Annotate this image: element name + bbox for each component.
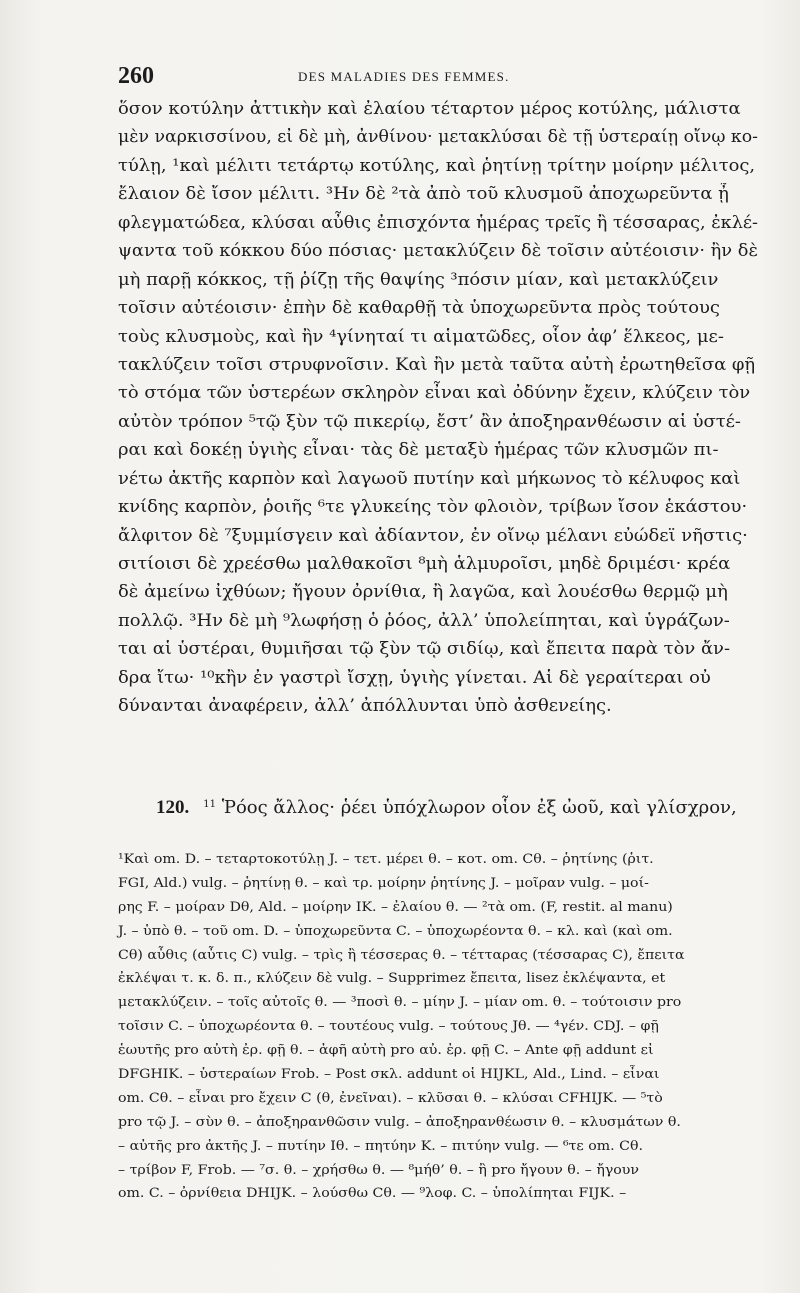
page-header [118, 63, 758, 89]
footnote-line: – τρίβον F, Frob. — ⁷σ. θ. – χρήσθω θ. — ⁸μήθ’ θ. – ἢ pro ἤγουν θ. – ἤγουν [118, 1162, 639, 1178]
footnote-line: ρης F. – μοίραν Dθ, Ald. – μοίρην IK. – ἐλαίου θ. — ²τὰ om. (F, restit. al manu) [118, 899, 673, 915]
text-line: ται αἱ ὑστέραι, θυμιῆσαι τῷ ξὺν τῷ σιδίῳ, καὶ ἔπειτα παρὰ τὸν ἄν- [118, 639, 731, 659]
section-120-heading [118, 789, 758, 821]
text-line: τὸ στόμα τῶν ὑστερέων σκληρὸν εἶναι καὶ ὀδύνην ἔχειν, κλύζειν τὸν [118, 383, 751, 403]
text-line: πολλῷ. ³Ην δὲ μὴ ⁹λωφήσῃ ὁ ῥόος, ἀλλ’ ὑπολείπηται, καὶ ὑγράζων- [118, 610, 730, 630]
footnote-line: τοῖσιν C. – ὑποχωρέοντα θ. – τουτέους vulg. – τούτους Jθ. — ⁴γέν. CDJ. – φῇ [118, 1019, 659, 1035]
footnote-line: ἑωυτῆς pro αὐτὴ ἐρ. φῇ θ. – ἀφῆ αὐτὴ pro αὐ. ἐρ. φῇ C. – Ante φῇ addunt εἰ [118, 1043, 654, 1059]
text-line: μὴ παρῇ κόκκος, τῇ ῥίζῃ τῆς θαψίης ³πόσιν μίαν, καὶ μετακλύζειν [118, 269, 719, 289]
text-line: τύλῃ, ¹καὶ μέλιτι τετάρτῳ κοτύλης, καὶ ῥητίνῃ τρίτην μοίρην μέλιτος, [118, 155, 756, 175]
text-line: φλεγματώδεα, κλύσαι αὖθις ἐπισχόντα ἡμέρας τρεῖς ἢ τέσσαρας, ἐκλέ- [118, 212, 758, 232]
text-line: νέτω ἀκτῆς καρπὸν καὶ λαγωοῦ πυτίην καὶ μήκωνος τὸ κέλυφος καὶ [118, 468, 741, 488]
footnotes [118, 848, 758, 1206]
footnote-line: FGI, Ald.) vulg. – ῥητίνῃ θ. – καὶ τρ. μοίρην ῥητίνης J. – μοῖραν vulg. – μοί- [118, 875, 649, 891]
text-line: ὅσον κοτύλην ἀττικὴν καὶ ἐλαίου τέταρτον μέρος κοτύλης, μάλιστα [118, 99, 741, 118]
footnote-line: om. Cθ. – εἶναι pro ἔχειν C (θ, ἐνεῖναι). – κλῦσαι θ. – κλύσαι CFHIJK. — ⁵τὸ [118, 1090, 663, 1106]
footnote-line: Cθ) αὖθις (αὖτις C) vulg. – τρὶς ἢ τέσσερας θ. – τέτταρας (τέσσαρας C), ἔπειτα [118, 947, 685, 963]
running-head: DES MALADIES DES FEMMES. [298, 69, 510, 84]
text-line: δύνανται ἀναφέρειν, ἀλλ’ ἀπόλλυνται ὑπὸ ἀσθενείης. [118, 696, 612, 716]
text-line: δὲ ἀμείνω ἰχθύων; ἤγουν ὀρνίθια, ἢ λαγῶα, καὶ λουέσθω θερμῷ μὴ [118, 582, 728, 602]
text-line: μὲν ναρκισσίνου, εἰ δὲ μὴ, ἀνθίνου· μετακλύσαι δὲ τῇ ὑστεραίῃ οἴνῳ κο- [118, 127, 758, 147]
text-line: τοῖσιν αὐτέοισιν· ἐπὴν δὲ καθαρθῇ τὰ ὑποχωρεῦντα πρὸς τούτους [118, 298, 720, 318]
text-line: ἔλαιον δὲ ἴσον μέλιτι. ³Ην δὲ ²τὰ ἀπὸ τοῦ κλυσμοῦ ἀποχωρεῦντα ᾖ [118, 184, 729, 204]
text-line: ψαντα τοῦ κόκκου δύο πόσιας· μετακλύζειν δὲ τοῖσιν αὐτέοισιν· ἢν δὲ [118, 241, 758, 261]
text-line: δρα ἴτω· ¹⁰κἢν ἐν γαστρὶ ἴσχῃ, ὑγιὴς γίνεται. Αἱ δὲ γεραίτεραι οὐ [118, 667, 711, 687]
footnote-line: – αὐτῆς pro ἀκτῆς J. – πυτίην Iθ. – πητύην K. – πιτύην vulg. — ⁶τε om. Cθ. [118, 1138, 643, 1154]
text-line: σιτίοισι δὲ χρεέσθω μαλθακοῖσι ⁸μὴ ἁλμυροῖσι, μηδὲ δριμέσι· κρέα [118, 554, 731, 573]
footnote-line: ¹Καὶ om. D. – τεταρτοκοτύλῃ J. – τετ. μέρει θ. – κοτ. om. Cθ. – ῥητίνης (ῥιτ. [118, 852, 654, 867]
main-text [118, 95, 758, 721]
text-line: ραι καὶ δοκέῃ ὑγιὴς εἶναι· τὰς δὲ μεταξὺ ἡμέρας τῶν κλυσμῶν πι- [118, 440, 719, 460]
text-line: κνίδης καρπὸν, ῥοιῆς ⁶τε γλυκείης τὸν φλοιὸν, τρίβων ἴσον ἑκάστου· [118, 497, 748, 517]
text-line: τακλύζειν τοῖσι στρυφνοῖσιν. Καὶ ἢν μετὰ ταῦτα αὐτὴ ἐρωτηθεῖσα φῇ [118, 354, 756, 374]
footnote-line: J. – ὑπὸ θ. – τοῦ om. D. – ὑποχωρεῦντα C. – ὑποχωρέοντα θ. – κλ. καὶ (καὶ om. [118, 923, 673, 939]
page-number: 260 [118, 63, 154, 89]
text-line: ἄλφιτον δὲ ⁷ξυμμίσγειν καὶ ἀδίαντον, ἐν οἴνῳ μέλανι εὐώδεϊ νῆστις· [118, 525, 748, 545]
section-number: 120. [156, 797, 190, 818]
footnote-line: pro τῷ J. – σὺν θ. – ἀποξηρανθῶσιν vulg. – ἀποξηρανθέωσιν θ. – κλυσμάτων θ. [118, 1114, 681, 1130]
footnote-line: μετακλύζειν. – τοῖς αὐτοῖς θ. — ³ποσὶ θ. – μίην J. – μίαν om. θ. – τούτοισιν pro [118, 995, 682, 1011]
footnote-marker: 11 [203, 799, 216, 810]
footnote-line: DFGHIK. – ὑστεραίων Frob. – Post σκλ. addunt οἱ HIJKL, Ald., Lind. – εἶναι [118, 1067, 660, 1083]
footnote-line: om. C. – ὀρνίθεια DHIJK. – λούσθω Cθ. — ⁹λοφ. C. – ὑπολίπηται FIJK. – [118, 1186, 627, 1202]
text-line: αὐτὸν τρόπον ⁵τῷ ξὺν τῷ πικερίῳ, ἔστ’ ἂν ἀποξηρανθέωσιν αἱ ὑστέ- [118, 411, 741, 431]
text-line: τοὺς κλυσμοὺς, καὶ ἢν ⁴γίνηταί τι αἱματῶδες, οἷον ἀφ’ ἕλκεος, με- [118, 326, 724, 346]
footnote-line: ἐκλέψαι τ. κ. δ. π., κλύζειν δὲ vulg. – Supprimez ἔπειτα, lisez ἐκλέψαντα, et [118, 971, 666, 987]
section-text: Ῥόος ἄλλος· ῥέει ὑπόχλωρον οἷον ἐξ ὠοῦ, καὶ γλίσχρον, [221, 797, 737, 818]
